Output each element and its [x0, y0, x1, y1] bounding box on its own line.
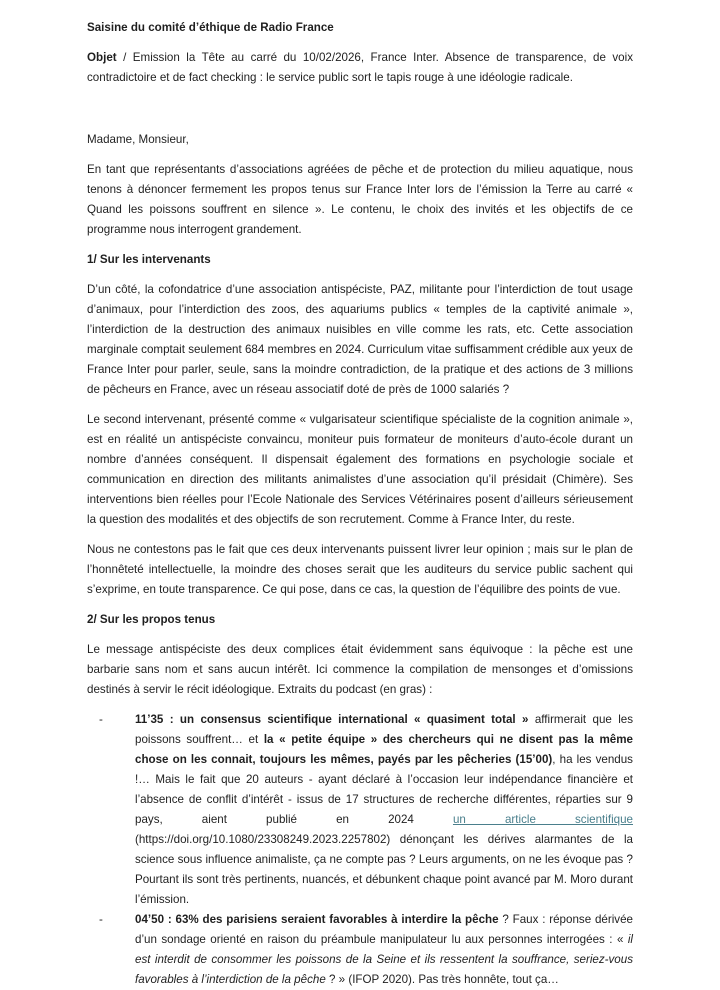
quote-bold: 11’35 : un consensus scientifique international « quasiment total »	[135, 713, 529, 726]
objet-text: Emission la Tête au carré du 10/02/2026, France Inter. Absence de transparence, de voix contradictoire et de fact checking : le service public sort le tapis rouge à une idéologie radicale.	[87, 51, 633, 84]
section1-paragraph-1: D’un côté, la cofondatrice d’une association antispéciste, PAZ, militante pour l’interdiction de tout usage d’animaux, pour l’interdiction des zoos, des aquariums publics « temples de la captivité animale », l’interdiction de la destruction des animaux nuisibles en ville comme les rats, etc. Cette association marginale comptait seulement 684 membres en 2024. Curriculum vitae suffisamment crédible aux yeux de France Inter pour parler, seule, sans la moindre contradiction, de la pratique et des actions de 3 millions de pêcheurs en France, avec un réseau associatif doté de près de 1000 salariés ?	[87, 283, 633, 396]
quotes-list	[87, 710, 633, 990]
document-title: Saisine du comité d’éthique de Radio France	[87, 21, 334, 34]
bullet-dash: -	[99, 713, 103, 726]
bullet-dash: -	[99, 913, 103, 926]
quote-italic: il est interdit de consommer les poissons de la Seine et ils ressentent la souffrance, seriez-vous favorables à l’interdiction de la pêche	[135, 933, 633, 986]
scientific-article-link[interactable]: un article scientifique	[452, 813, 633, 826]
quote-text: affirmerait que les poissons souffrent… et	[135, 713, 634, 746]
list-item	[87, 710, 633, 910]
section2-intro: Le message antispéciste des deux complices était évidemment sans équivoque : la pêche est une barbarie sans nom et sans aucun intérêt. Ici commence la compilation de mensonges et d’omissions destinés à servir le récit idéologique. Extraits du podcast (en gras) :	[87, 643, 633, 696]
list-item	[87, 910, 633, 990]
objet-paragraph	[87, 48, 633, 88]
section1-paragraph-2: Le second intervenant, présenté comme « vulgarisateur scientifique spécialiste de la cognition animale », est en réalité un antispéciste convaincu, moniteur puis formateur de moniteurs d’auto-école durant un nombre d’années conséquent. Il dispensait également des formations en psychologie sociale et communication en direction des militants animalistes d’une association qu’il présidait (Chimère). Ses interventions bien réelles pour l’Ecole Nationale des Services Vétérinaires posent d’ailleurs sérieusement la question des modalités et des objectifs de son recrutement. Comme à France Inter, du reste.	[87, 413, 633, 526]
section2-heading: 2/ Sur les propos tenus	[87, 613, 216, 626]
objet-separator: /	[116, 51, 133, 64]
quote-bold: 04’50 : 63% des parisiens seraient favorables à interdire la pêche	[135, 913, 499, 926]
salutation: Madame, Monsieur,	[87, 133, 189, 146]
letter-page	[87, 18, 633, 990]
quote-text: ? Faux : réponse dérivée d’un sondage orienté en raison du préambule manipulateur lu aux personnes interrogées : «	[135, 913, 633, 946]
quote-bold: la « petite équipe » des chercheurs qui ne disent pas la même chose on les connait, toujours les mêmes, payés par les pêcheries (15’00)	[135, 733, 633, 766]
section1-heading: 1/ Sur les intervenants	[87, 253, 211, 266]
quote-text: (https://doi.org/10.1080/23308249.2023.2257802) dénonçant les dérives alarmantes de la science sous influence animaliste, ça ne compte pas ? Leurs arguments, on ne les évoque pas ? Pourtant ils sont très pertinents, nuancés, et débunkent chaque point avancé par M. Moro durant l’émission.	[135, 833, 633, 906]
quote-text: ? » (IFOP 2020). Pas très honnête, tout ça…	[325, 973, 559, 986]
section1-paragraph-3: Nous ne contestons pas le fait que ces deux intervenants puissent livrer leur opinion ; mais sur le plan de l’honnêteté intellectuelle, la moindre des choses serait que les auditeurs du service public sachent qui s’exprime, en toute transparence. Ce qui pose, dans ce cas, la question de l’équilibre des points de vue.	[87, 543, 633, 596]
quote-text: , ha les vendus !… Mais le fait que 20 auteurs - ayant déclaré à l’occasion leur indépendance financière et l’absence de conflit d’intérêt - issus de 17 structures de recherche différentes, réparties sur 9 pays, aient publié en 2024	[135, 753, 633, 826]
intro-paragraph: En tant que représentants d’associations agréées de pêche et de protection du milieu aquatique, nous tenons à dénoncer fermement les propos tenus sur France Inter lors de l’émission la Terre au carré « Quand les poissons souffrent en silence ». Le contenu, le choix des invités et les objectifs de ce programme nous interrogent grandement.	[87, 163, 633, 236]
objet-label: Objet	[87, 51, 117, 64]
